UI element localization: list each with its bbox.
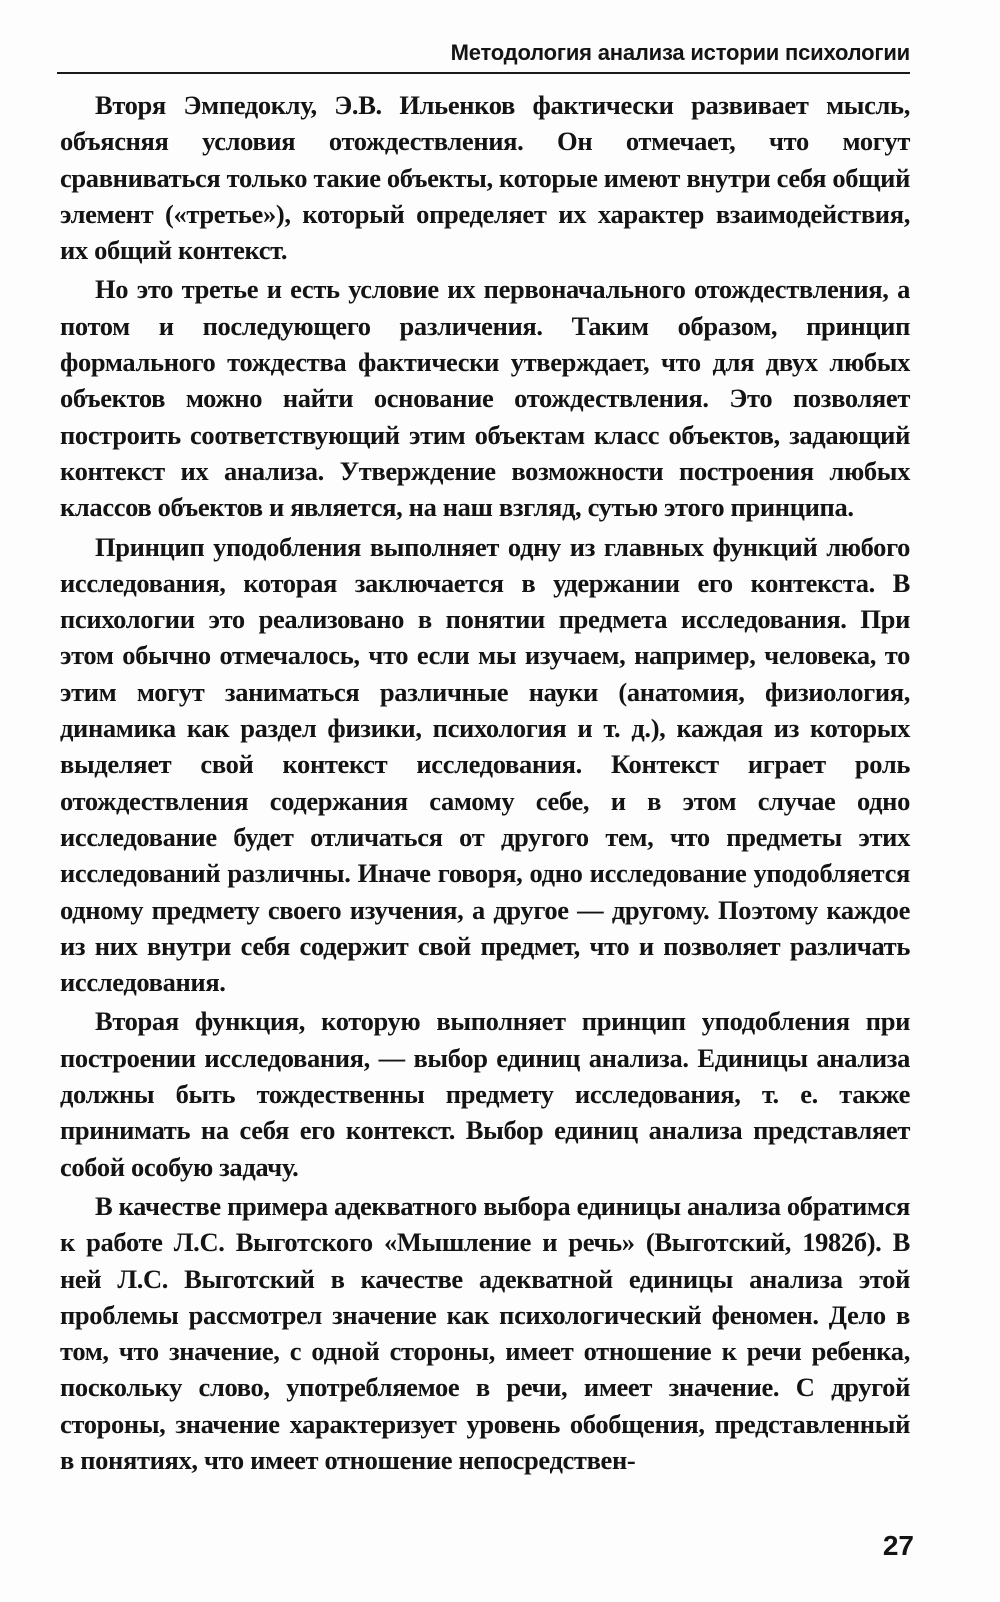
body-text (60, 87, 910, 1481)
running-head (57, 38, 910, 74)
paragraph: Вторая функция, которую выполняет принцип уподобления при построении исследования, — выбор единиц анализа. Единицы анализа должны быть тождественны предмету исследования, т. е. также принимать на себя его контекст. Выбор единиц анализа представляет собой особую задачу. (60, 1006, 910, 1182)
paragraph: Но это третье и есть условие их первоначального отождествления, а потом и последующего различения. Таким образом, принцип формального тождества фактически утверждает, что для двух любых объектов можно найти основание отождествления. Это позволяет построить соответствующий этим объектам класс объектов, задающий контекст их анализа. Утверждение возможности построения любых классов объектов и является, на наш взгляд, сутью этого принципа. (60, 274, 910, 523)
page-number: 27 (882, 1530, 914, 1561)
paragraph: В качестве примера адекватного выбора единицы анализа обратимся к работе Л.С. Выготского «Мышление и речь» (Выготский, 1982б). В ней Л.С. Выготский в качестве адекватной единицы анализа этой проблемы рассмотрел значение как психологический феномен. Дело в том, что значение, с одной стороны, имеет отношение к речи ребенка, поскольку слово, употребляемое в речи, имеет значение. С другой стороны, значение характеризует уровень обобщения, представленный в понятиях, что имеет отношение непосредствен- (60, 1190, 910, 1475)
paragraph: Принцип уподобления выполняет одну из главных функций любого исследования, которая заключается в удержании его контекста. В психологии это реализовано в понятии предмета исследования. При этом обычно отмечалось, что если мы изучаем, например, человека, то этим могут заниматься различные науки (анатомия, физиология, динамика как раздел физики, психология и т. д.), каждая из которых выделяет свой контекст исследования. Контекст играет роль отождествления содержания самому себе, и в этом случае одно исследование будет отличаться от другого тем, что предметы этих исследований различны. Иначе говоря, одно исследование уподобляется одному предмету своего изучения, а другое — другому. Поэтому каждое из них внутри себя содержит свой предмет, что и позволяет различать исследования. (60, 531, 910, 998)
paragraph: Вторя Эмпедоклу, Э.В. Ильенков фактически развивает мысль, объясняя условия отождествления. Он отмечает, что могут сравниваться только такие объекты, которые имеют внутри себя общий элемент («третье»), который определяет их характер взаимодействия, их общий контекст. (60, 90, 910, 266)
running-head-title: Методология анализа истории психологии (450, 40, 910, 65)
